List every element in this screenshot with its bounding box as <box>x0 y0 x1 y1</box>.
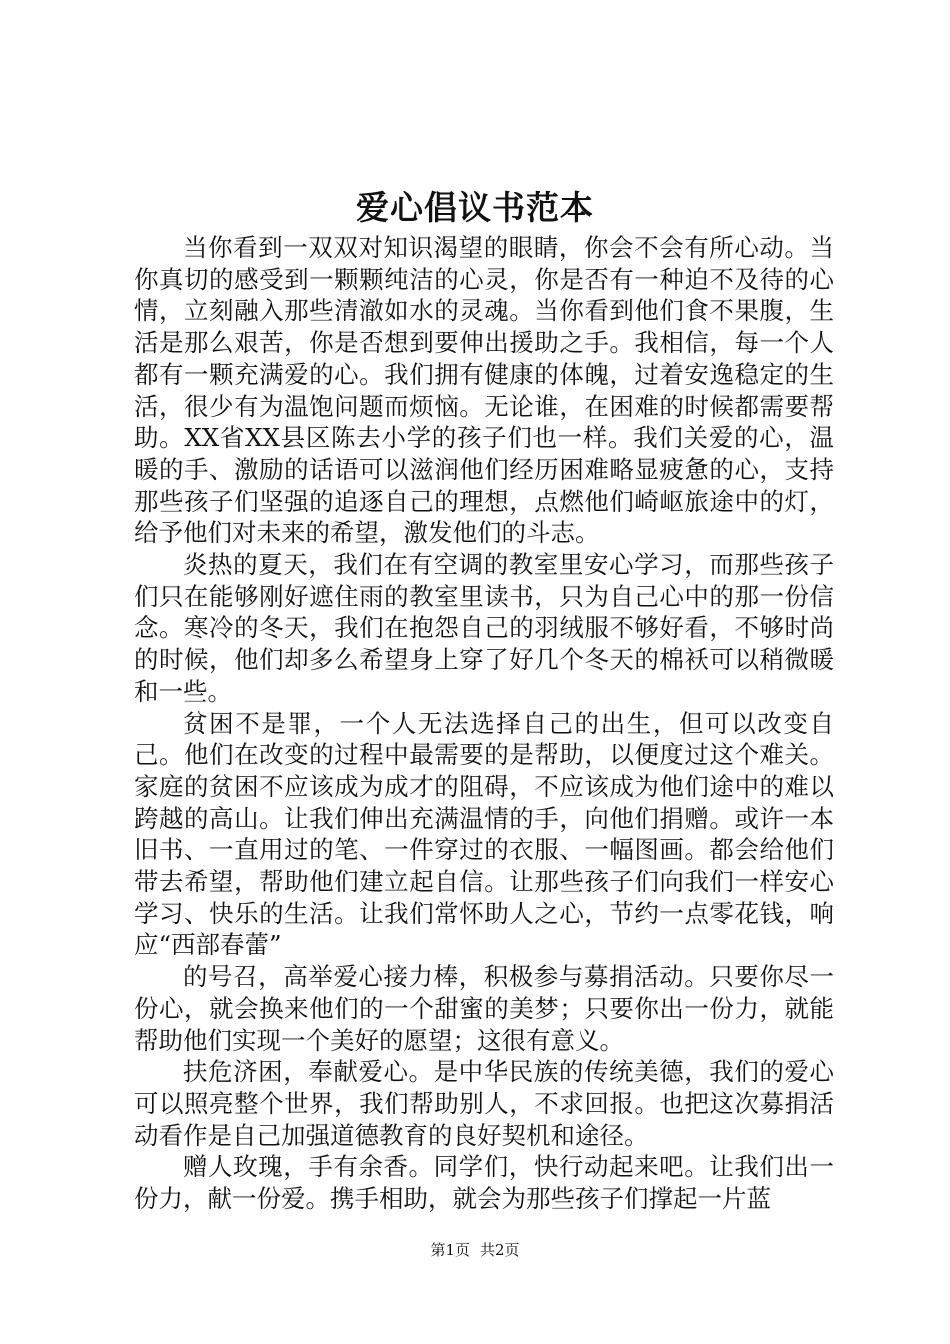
paragraph-1: 当你看到一双双对知识渴望的眼睛，你会不会有所心动。当你真切的感受到一颗颗纯洁的心灵，你是否有一种迫不及待的心情，立刻融入那些清澈如水的灵魂。当你看到他们食不果腹，生活是那么艰苦，你是否想到要伸出援助之手。我相信，每一个人都有一颗充满爱的心。我们拥有健康的体魄，过着安逸稳定的生活，很少有为温饱问题而烦恼。无论谁，在困难的时候都需要帮助。XX省XX县区陈去小学的孩子们也一样。我们关爱的心，温暖的手、激励的话语可以滋润他们经历困难略显疲惫的心，支持那些孩子们坚强的追逐自己的理想，点燃他们崎岖旅途中的灯，给予他们对未来的希望，激发他们的斗志。 <box>134 233 834 548</box>
document-body <box>134 232 834 1215</box>
paragraph-2: 炎热的夏天，我们在有空调的教室里安心学习，而那些孩子们只在能够刚好遮住雨的教室里读书，只为自己心中的那一份信念。寒冷的冬天，我们在抱怨自己的羽绒服不够好看，不够时尚的时候，他们却多么希望身上穿了好几个冬天的棉袄可以稍微暖和一些。 <box>134 550 834 706</box>
page-footer <box>0 1240 950 1260</box>
paragraph-6: 赠人玫瑰，手有余香。同学们，快行动起来吧。让我们出一份力，献一份爱。携手相助，就会为那些孩子们撑起一片蓝 <box>134 1152 834 1214</box>
page-number: 第1页 <box>430 1241 470 1259</box>
paragraph-3: 贫困不是罪，一个人无法选择自己的出生，但可以改变自己。他们在改变的过程中最需要的是帮助，以便度过这个难关。家庭的贫困不应该成为成才的阻碍，不应该成为他们途中的难以跨越的高山。让我们伸出充满温情的手，向他们捐赠。或许一本旧书、一直用过的笔、一件穿过的衣服、一幅图画。都会给他们带去希望，帮助他们建立起自信。让那些孩子们向我们一样安心学习、快乐的生活。让我们常怀助人之心，节约一点零花钱，响应“西部春蕾” <box>134 708 834 960</box>
paragraph-5: 扶危济困，奉献爱心。是中华民族的传统美德，我们的爱心可以照亮整个世界，我们帮助别人，不求回报。也把这次募捐活动看作是自己加强道德教育的良好契机和途径。 <box>134 1057 834 1150</box>
document-title: 爱心倡议书范本 <box>356 188 594 227</box>
paragraph-4: 的号召，高举爱心接力棒，积极参与募捐活动。只要你尽一份心，就会换来他们的一个甜蜜的美梦；只要你出一份力，就能帮助他们实现一个美好的愿望；这很有意义。 <box>134 962 834 1055</box>
page-total: 共2页 <box>480 1241 520 1259</box>
